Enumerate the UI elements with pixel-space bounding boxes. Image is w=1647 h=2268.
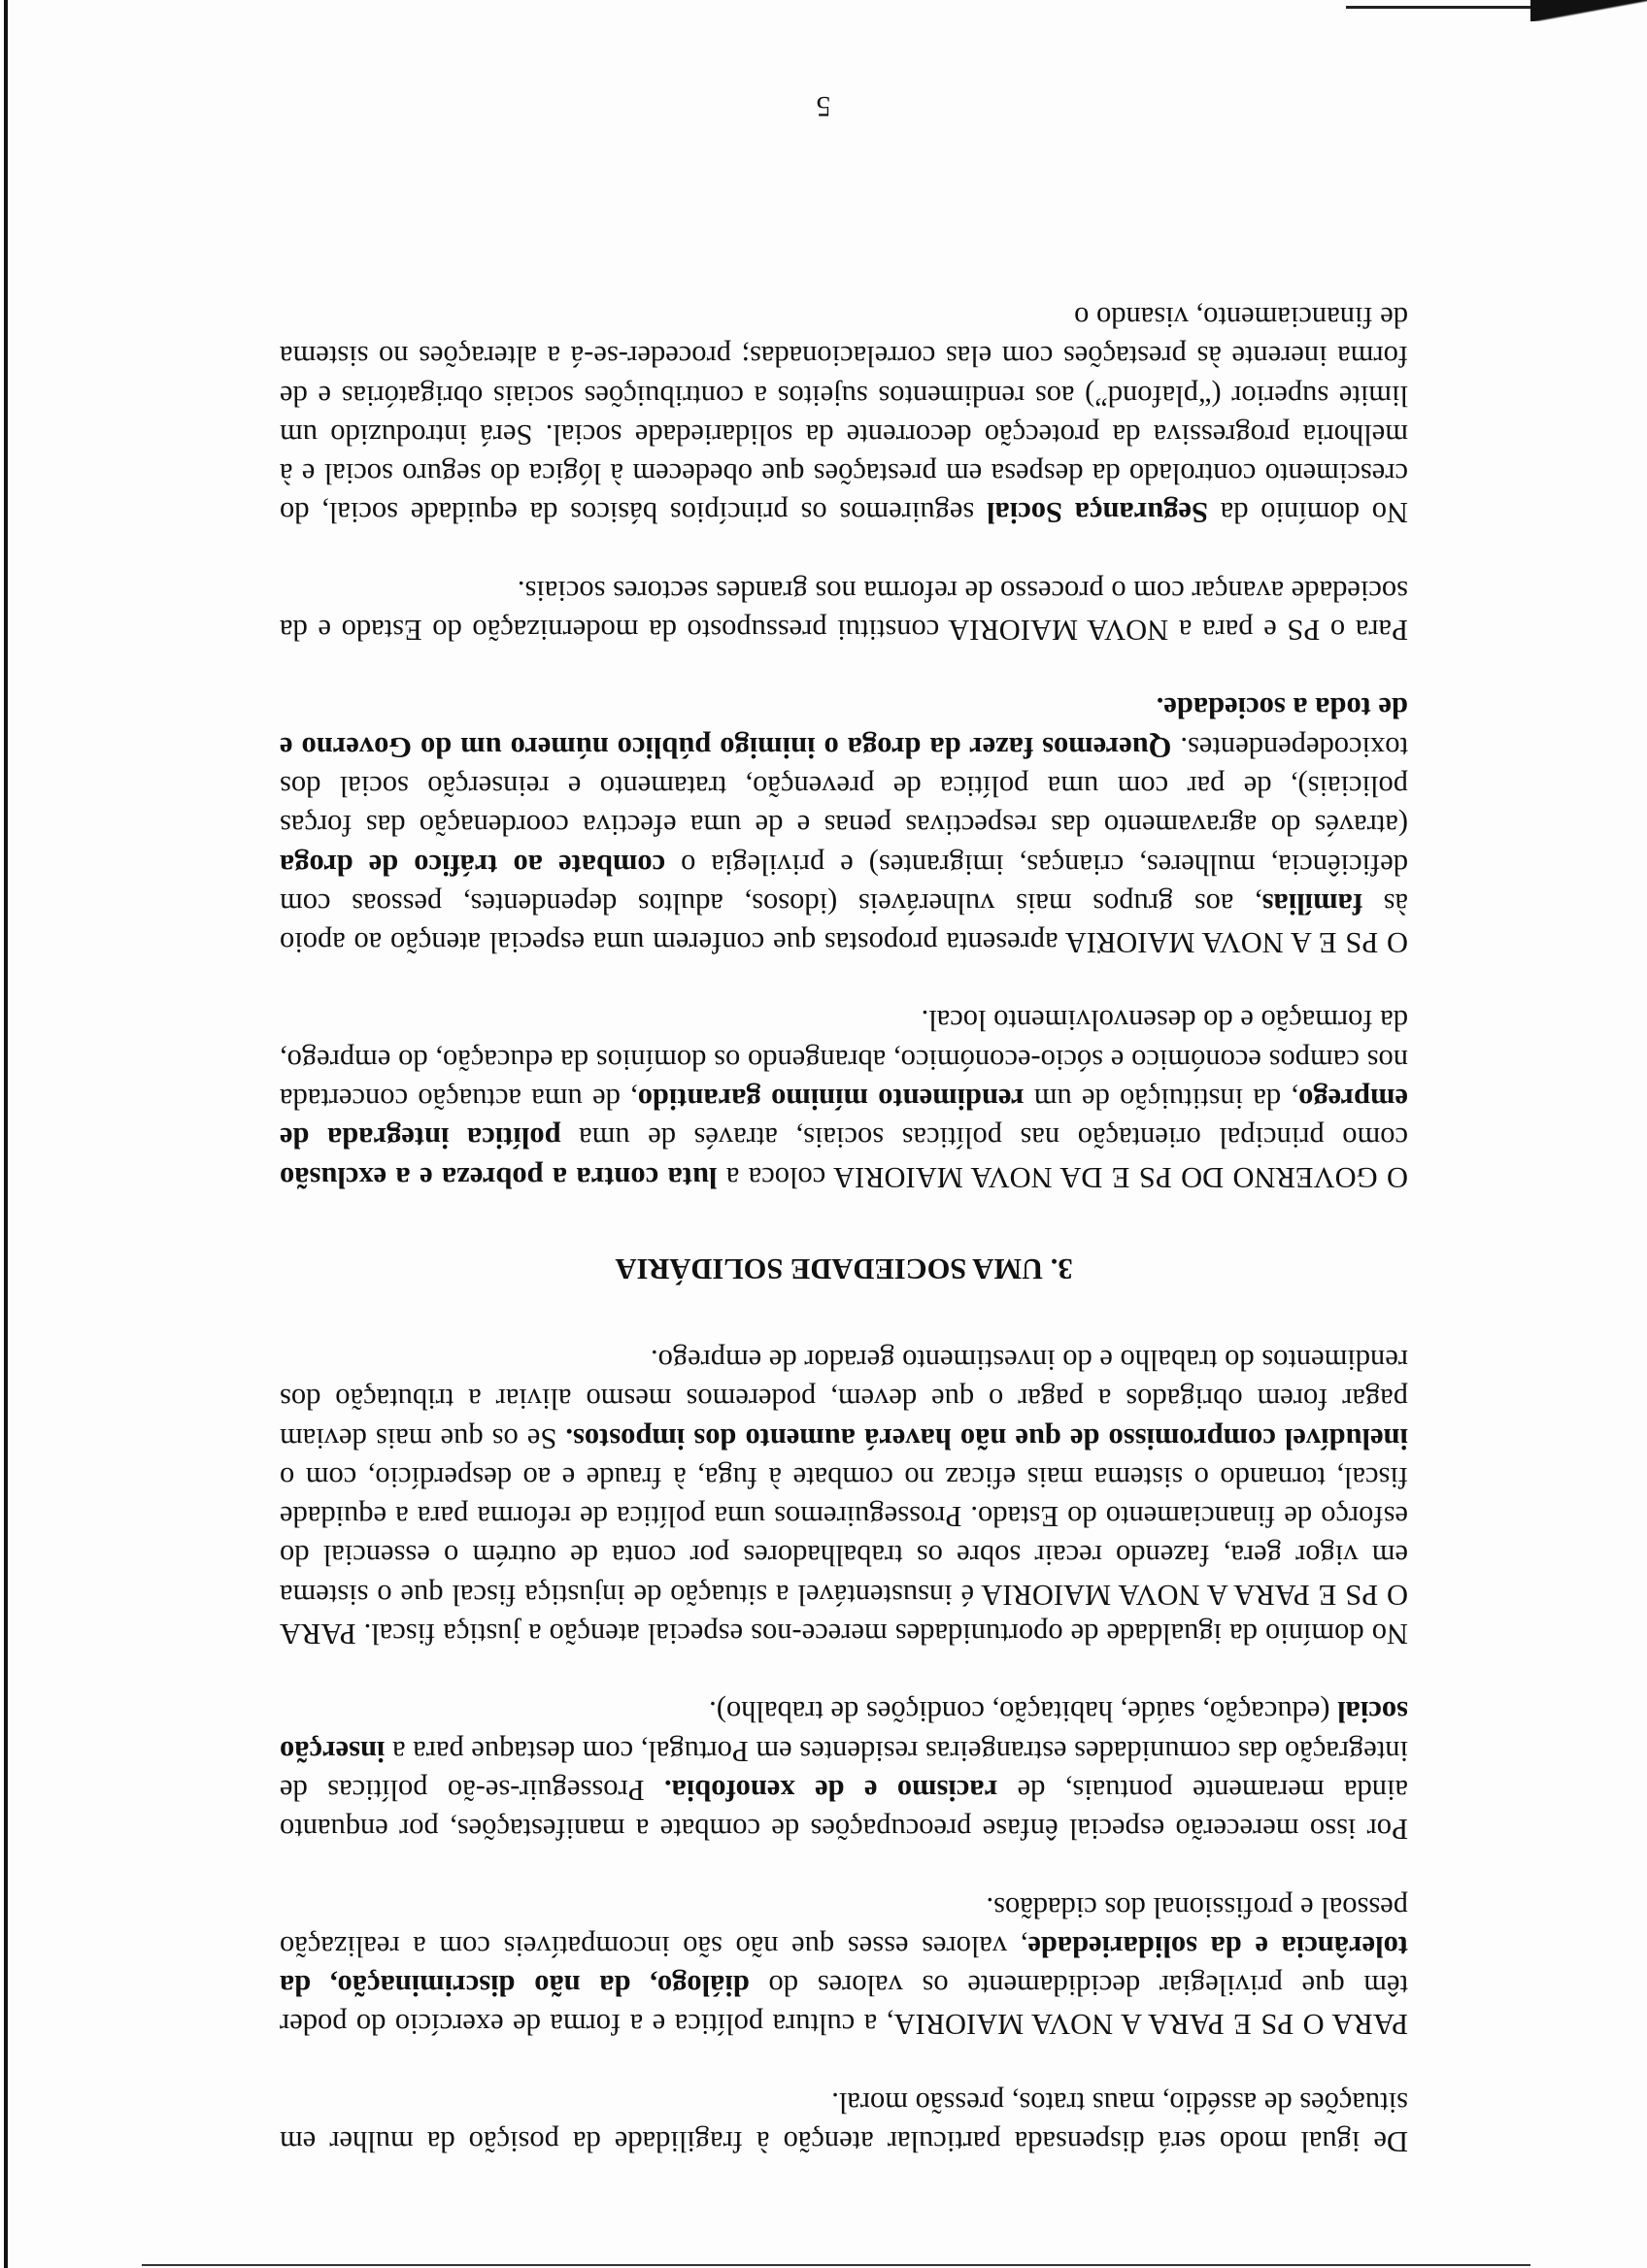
scan-corner-mark <box>1530 0 1647 21</box>
paragraphs-before-heading <box>280 1341 1408 2161</box>
bold-run: diálogo, da não discriminação, da tolerância e da solidariedade <box>280 1929 1408 2003</box>
text-run: , valores esses que não são incompatíveis com a realização pessoal e profissional dos cidadãos. <box>280 1890 1408 1963</box>
page-number: 5 <box>816 90 831 122</box>
paragraph-p2 <box>280 1887 1408 2044</box>
document-body <box>280 259 1408 2161</box>
bold-run: inserção social <box>280 1695 1408 1768</box>
text-run: No domínio da <box>1207 496 1408 530</box>
text-run: , aos grupos mais vulneráveis (idosos, adultos dependentes, pessoas com deficiência, mulheres, crianças, imigrantes) e privilegia o <box>280 848 1408 920</box>
paragraph-p7 <box>280 572 1408 650</box>
bold-run: combate ao tráfico de droga <box>280 848 666 882</box>
paragraph-p1 <box>280 2083 1408 2161</box>
bold-run: política integrada de emprego <box>280 1083 1408 1155</box>
text-run: , da instituição de um <box>1024 1083 1299 1117</box>
paragraph-p3 <box>280 1692 1408 1849</box>
text-run: Por isso merecerão especial ênfase preocupações de combate a manifestações, por enquanto ainda meramente pontuais, de <box>280 1773 1408 1847</box>
bold-run: ineludível compromisso de que não haverá aumento dos impostos. <box>565 1421 1408 1455</box>
bold-run: rendimento mínimo garantido <box>637 1083 1025 1117</box>
scan-edge-top <box>142 2264 1530 2266</box>
text-run: O PS E A NOVA MAIORIA apresenta propostas que conferem uma especial atenção ao apoio às <box>280 886 1408 960</box>
paragraphs-after-heading <box>280 298 1408 1197</box>
text-run: seguiremos os princípios básicos da equidade social, do crescimento controlado da despesa em prestações que obedecem à lógica do seguro social e à melhoria progressiva da protecção decorrente da solidariedade social. Será introduzido um limite superior (“plafond”) aos rendimentos sujeitos a contribuições sociais obrigatórias e de forma inerente às prestações com elas correlacionadas; proceder-se-á a alterações no sistema de financiamento, visando o <box>280 301 1408 530</box>
section-heading: 3. UMA SOCIEDADE SOLIDÁRIA <box>615 1251 1073 1285</box>
text-run: (através do agravamento das respectivas penas e de uma efectiva coordenação das forças policiais), de par com uma política de prevenção, tratamento e reinserção social dos toxicodependentes. <box>280 730 1408 843</box>
text-run: Se os que mais deviam pagar forem obrigados a pagar o que devem, poderemos mesmo aliviar a tributação dos rendimentos do trabalho e do investimento gerador de emprego. <box>280 1343 1408 1455</box>
paragraph-p8 <box>280 298 1408 533</box>
text-run: Prosseguir-se-ão políticas de integração das comunidades estrangeiras residentes em Portugal, com destaque para a <box>280 1734 1408 1807</box>
text-run: De igual modo será dispensada particular atenção à fragilidade da posição da mulher em situações de assédio, maus tratos, pressão moral. <box>280 2085 1408 2158</box>
text-run: como principal orientação nas políticas sociais, através de uma <box>560 1121 1408 1155</box>
scan-edge-right <box>4 0 8 2268</box>
text-run: No domínio da igualdade de oportunidades merece-nos especial atenção a justiça fiscal. PARA O PS E PARA A NOVA MAIORIA é insustentável a situação de injustiça fiscal que o sistema em vigor gera, fazendo recair sobre os trabalhadores por conta de outrém o essencial do esforço de financiamento do Estado. Prosseguiremos uma política de reforma para a equidade fiscal, tornando o sistema mais eficaz no combate à fuga, à fraude e ao desperdício, com o <box>280 1460 1408 1651</box>
bold-run: luta contra a pobreza e a exclusão <box>280 1160 718 1194</box>
bold-run: Queremos fazer da droga o inimigo público número um do Governo e de toda a sociedade. <box>280 691 1408 764</box>
text-run: PARA O PS E PARA A NOVA MAIORIA, a cultura política e a forma de exercício do poder têm que privilegiar decididamente os valores do <box>280 1969 1408 2042</box>
text-run: , de uma actuação concertada nos campos económico e sócio-económico, abrangendo os domínios da educação, do emprego, da formação e do desenvolvimento local. <box>280 1004 1408 1117</box>
text-run: (educação, saúde, habitação, condições de trabalho). <box>709 1695 1338 1729</box>
bold-run: famílias <box>1261 886 1362 920</box>
paragraph-p6 <box>280 688 1408 962</box>
bold-run: racismo e de xenofobia. <box>663 1773 998 1807</box>
bold-run: Segurança Social <box>987 496 1208 530</box>
text-run: Para o PS e para a NOVA MAIORIA constitui pressuposto da modernização do Estado e da sociedade avançar com o processo de reforma nos grandes sectores sociais. <box>280 574 1408 648</box>
paragraph-p5 <box>280 1001 1408 1196</box>
paragraph-p4 <box>280 1341 1408 1653</box>
text-run: O GOVERNO DO PS E DA NOVA MAIORIA coloca a <box>717 1160 1408 1194</box>
